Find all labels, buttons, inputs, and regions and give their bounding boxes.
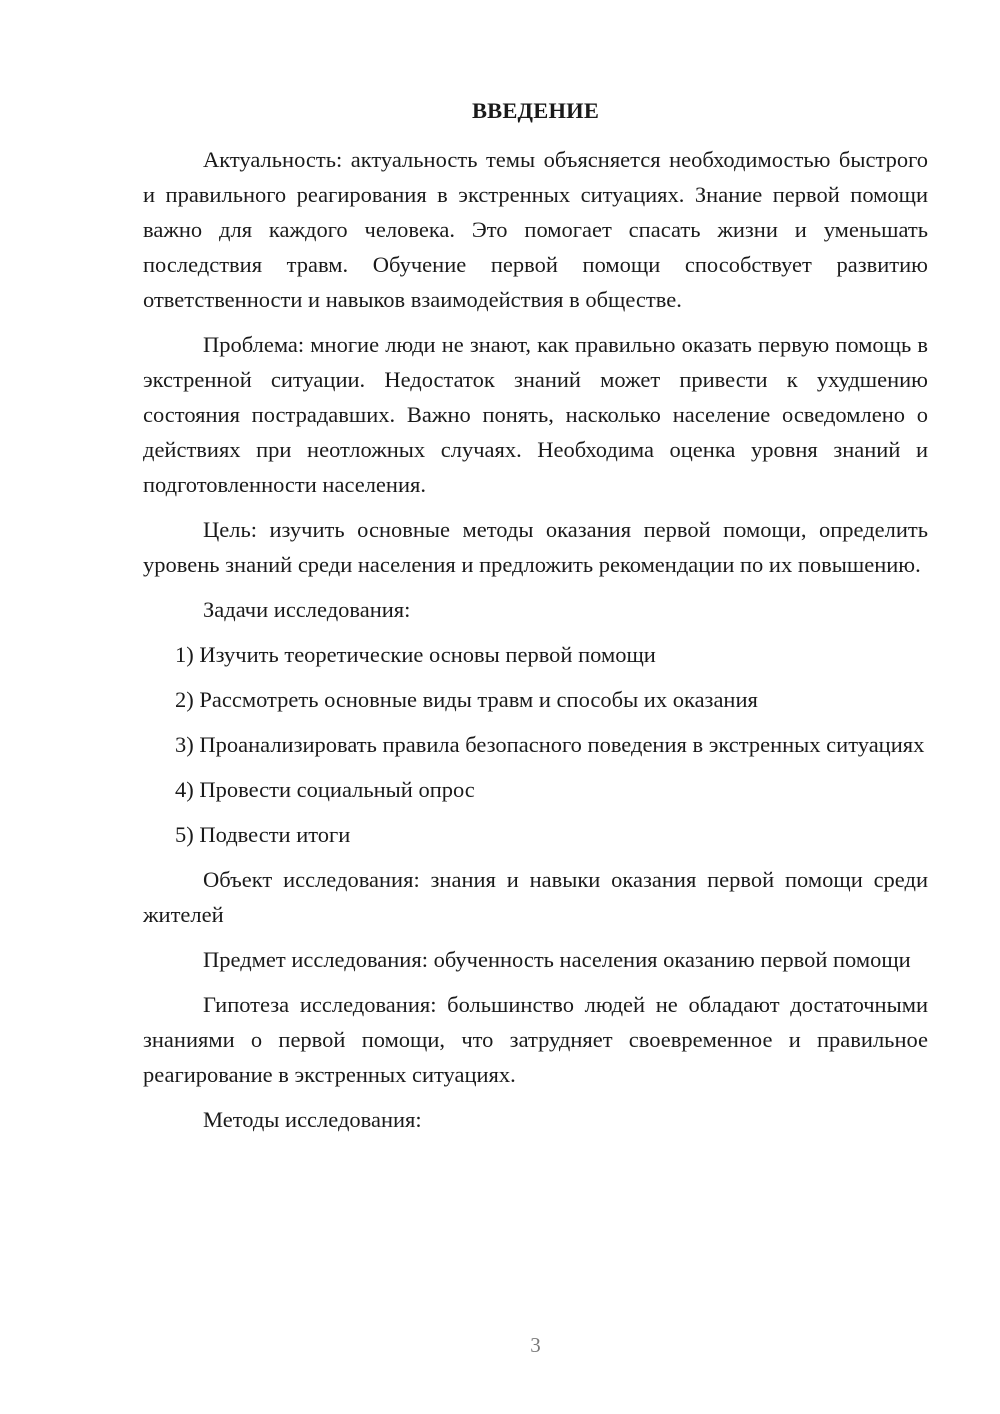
list-item: 5) Подвести итоги: [175, 822, 351, 847]
list-item: 3) Проанализировать правила безопасного поведения в экстренных ситуациях: [175, 732, 925, 757]
paragraph-object: Объект исследования: знания и навыки оказания первой помощи среди жителей: [143, 867, 928, 927]
paragraph-hypothesis: Гипотеза исследования: большинство людей не обладают достаточными знаниями о первой помощи, что затрудняет своевременное и правильное реагирование в экстренных ситуациях.: [143, 992, 928, 1087]
tasks-heading: Задачи исследования:: [203, 597, 411, 622]
paragraph-problem: Проблема: многие люди не знают, как правильно оказать первую помощь в экстренной ситуации. Недостаток знаний может привести к ухудшению состояния пострадавших. Важно понять, насколько население осведомлено о действиях при неотложных случаях. Необходима оценка уровня знаний и подготовленности населения.: [143, 332, 928, 497]
methods-heading: Методы исследования:: [203, 1107, 422, 1132]
page-number: 3: [530, 1333, 541, 1357]
paragraph-subject: Предмет исследования: обученность населения оказанию первой помощи: [203, 947, 911, 972]
body-text: [143, 142, 928, 1137]
list-item: 1) Изучить теоретические основы первой помощи: [175, 642, 656, 667]
list-item: 4) Провести социальный опрос: [175, 777, 475, 802]
document-page: [143, 0, 928, 1414]
paragraph-goal: Цель: изучить основные методы оказания первой помощи, определить уровень знаний среди населения и предложить рекомендации по их повышению.: [143, 517, 928, 577]
list-item: 2) Рассмотреть основные виды травм и способы их оказания: [175, 687, 758, 712]
paragraph-relevance: Актуальность: актуальность темы объясняется необходимостью быстрого и правильного реагирования в экстренных ситуациях. Знание первой помощи важно для каждого человека. Это помогает спасать жизни и уменьшать последствия травм. Обучение первой помощи способствует развитию ответственности и навыков взаимодействия в обществе.: [143, 147, 928, 312]
section-title: ВВЕДЕНИЕ: [471, 98, 600, 123]
